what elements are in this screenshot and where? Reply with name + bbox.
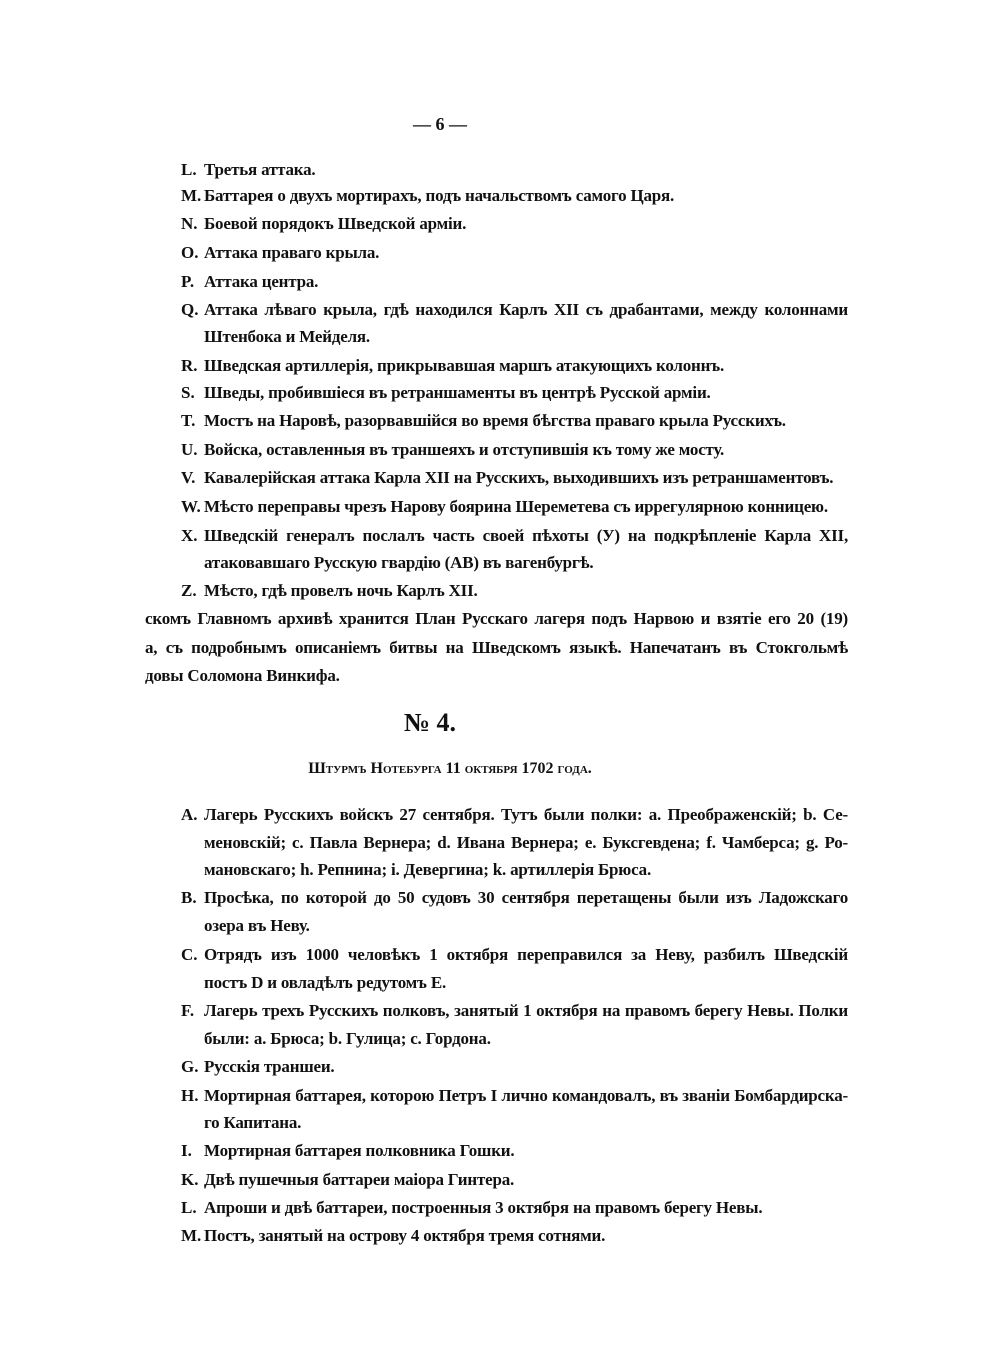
legend-item-text: Мѣсто переправы чрезъ Нарову боярина Шереметева съ иррегулярною конницею. bbox=[204, 497, 828, 516]
legend-item-text: Мѣсто, гдѣ провелъ ночь Карлъ XII. bbox=[204, 581, 478, 600]
legend-item-text: Лагерь Русскихъ войскъ 27 сентября. Тутъ были полки: a. Преображенскій; b. Се- bbox=[204, 805, 848, 824]
legend-item-text: Постъ, занятый на острову 4 октября тремя сотнями. bbox=[204, 1226, 606, 1245]
legend-item-text: Русскія траншеи. bbox=[204, 1057, 335, 1076]
legend-letter: W. bbox=[181, 497, 201, 516]
legend-letter: A. bbox=[181, 805, 198, 824]
legend-letter: P. bbox=[181, 272, 195, 291]
legend-letter: H. bbox=[181, 1086, 199, 1105]
legend-item-text: Шведскій генералъ послалъ часть своей пѣхоты (У) на подкрѣпленіе Карла XII, bbox=[204, 526, 848, 545]
legend-item-text: го Капитана. bbox=[204, 1113, 302, 1132]
legend-item-text: Апроши и двѣ баттареи, построенныя 3 октября на правомъ берегу Невы. bbox=[204, 1198, 763, 1217]
legend-letter: Z. bbox=[181, 581, 197, 600]
note-line: а, съ подробнымъ описаніемъ битвы на Шведскомъ языкѣ. Напечатанъ въ Стокгольмѣ bbox=[145, 638, 848, 657]
legend-letter: S. bbox=[181, 383, 195, 402]
section-title: Штурмъ Нотебурга 11 октября 1702 года. bbox=[308, 760, 592, 777]
legend-letter: K. bbox=[181, 1170, 199, 1189]
legend-item-text: озера въ Неву. bbox=[204, 916, 310, 935]
legend-item-text: были: a. Брюса; b. Гулица; c. Гордона. bbox=[204, 1029, 491, 1048]
legend-letter: O. bbox=[181, 243, 199, 262]
legend-item-text: постъ D и овладѣлъ редутомъ E. bbox=[204, 973, 447, 992]
legend-item-text: Шведская артиллерія, прикрывавшая маршъ атакующихъ колоннъ. bbox=[204, 356, 724, 375]
section-number: № 4. bbox=[403, 708, 457, 737]
legend-letter: M. bbox=[181, 186, 202, 205]
legend-letter: C. bbox=[181, 945, 198, 964]
legend-letter: M. bbox=[181, 1226, 202, 1245]
legend-item-text: Мостъ на Наровѣ, разорвавшійся во время бѣгства праваго крыла Русскихъ. bbox=[204, 411, 786, 430]
legend-item-text: Отрядъ изъ 1000 человѣкъ 1 октября переправился за Неву, разбилъ Шведскій bbox=[204, 945, 848, 964]
legend-letter: R. bbox=[181, 356, 198, 375]
legend-letter: V. bbox=[181, 468, 196, 487]
legend-letter: I. bbox=[181, 1141, 192, 1160]
legend-letter: Q. bbox=[181, 300, 199, 319]
legend-letter: X. bbox=[181, 526, 198, 545]
legend-item-text: Лагерь трехъ Русскихъ полковъ, занятый 1 октября на правомъ берегу Невы. Полки bbox=[204, 1001, 848, 1020]
note-line: довы Соломона Винкифа. bbox=[145, 666, 340, 685]
note-line: скомъ Главномъ архивѣ хранится План Русскаго лагеря подъ Нарвою и взятіе его 20 (19) bbox=[145, 609, 848, 628]
page-number: — 6 — bbox=[413, 114, 467, 134]
legend-item-text: Кавалерійская аттака Карла XII на Русскихъ, выходившихъ изъ ретраншаментовъ. bbox=[204, 468, 834, 487]
legend-item-text: Третья аттака. bbox=[204, 160, 316, 179]
legend-item-text: Мортирная баттарея, которою Петръ I лично командовалъ, въ званіи Бомбардирска- bbox=[204, 1086, 848, 1105]
legend-item-text: Боевой порядокъ Шведской арміи. bbox=[204, 214, 467, 233]
legend-item-text: Аттака праваго крыла. bbox=[204, 243, 380, 262]
legend-item-text: Войска, оставленныя въ траншеяхъ и отступившія къ тому же мосту. bbox=[204, 440, 725, 459]
legend-item-text: Шведы, пробившіеся въ ретраншаменты въ центрѣ Русской арміи. bbox=[204, 383, 711, 402]
legend-letter: G. bbox=[181, 1057, 199, 1076]
legend-letter: L. bbox=[181, 1198, 197, 1217]
legend-letter: N. bbox=[181, 214, 198, 233]
legend-letter: L. bbox=[181, 160, 197, 179]
legend-item-text: Аттака центра. bbox=[204, 272, 319, 291]
legend-letter: U. bbox=[181, 440, 198, 459]
legend-letter: F. bbox=[181, 1001, 195, 1020]
legend-item-text: мановскаго; h. Репнина; i. Девергина; k. артиллерія Брюса. bbox=[204, 860, 652, 879]
legend-item-text: Баттарея о двухъ мортирахъ, подъ начальствомъ самого Царя. bbox=[204, 186, 675, 205]
legend-item-text: меновскій; c. Павла Вернера; d. Ивана Вернера; e. Буксгевдена; f. Чамберса; g. Ро- bbox=[204, 833, 848, 852]
legend-item-text: Двѣ пушечныя баттареи маiора Гинтера. bbox=[204, 1170, 515, 1189]
legend-item-text: Просѣка, по которой до 50 судовъ 30 сентября перетащены были изъ Ладожскаго bbox=[204, 888, 848, 907]
legend-item-text: Штенбока и Мейделя. bbox=[204, 327, 370, 346]
legend-letter: B. bbox=[181, 888, 197, 907]
legend-item-text: атаковавшаго Русскую гвардію (AB) въ вагенбургѣ. bbox=[204, 553, 594, 572]
legend-letter: T. bbox=[181, 411, 196, 430]
legend-item-text: Аттака лѣваго крыла, гдѣ находился Карлъ XII съ драбантами, между колоннами bbox=[204, 300, 848, 319]
legend-item-text: Мортирная баттарея полковника Гошки. bbox=[204, 1141, 515, 1160]
